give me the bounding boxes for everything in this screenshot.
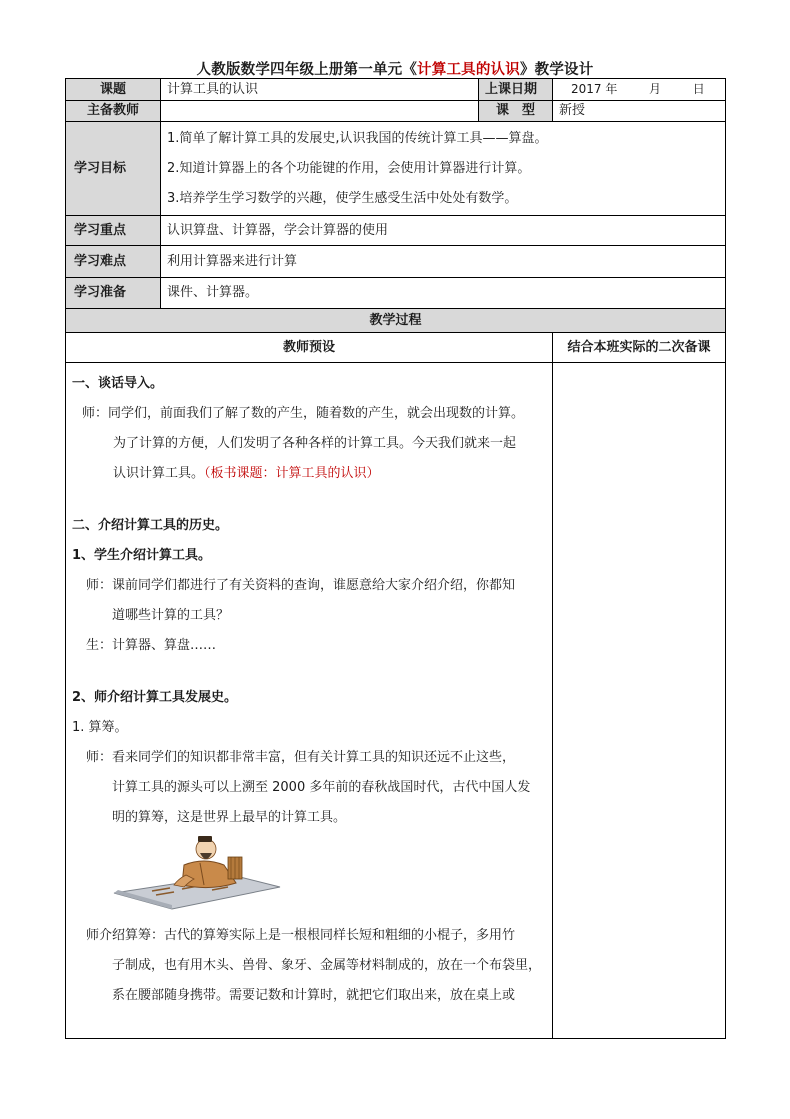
secondary-notes-cell — [553, 363, 726, 1039]
row-topic — [66, 79, 726, 101]
counting-rods-illustration — [112, 835, 282, 910]
teacher-column-header: 教师预设 — [66, 333, 553, 363]
paragraph-line: 子制成，也有用木头、兽骨、象牙、金属等材料制成的，放在一个布袋里， — [112, 957, 542, 973]
type-value: 新授 — [553, 101, 726, 122]
title-highlight: 计算工具的认识 — [417, 62, 520, 78]
goal-item: 2.知道计算器上的各个功能键的作用，会使用计算器进行计算。 — [167, 160, 531, 176]
section-heading: 一、谈话导入。 — [72, 376, 164, 391]
paragraph-line: 师：同学们，前面我们了解了数的产生，随着数的产生，就会出现数的计算。 — [82, 406, 525, 421]
topic-value: 计算工具的认识 — [161, 79, 479, 101]
process-label: 教学过程 — [66, 309, 726, 333]
paragraph-text: 认识计算工具。 — [113, 466, 205, 481]
date-label: 上课日期 — [479, 79, 553, 101]
key-point-label: 学习重点 — [66, 216, 161, 246]
paragraph-line: 系在腰部随身携带。需要记数和计算时，就把它们取出来，放在桌上或 — [112, 987, 516, 1003]
subsection-heading: 1、学生介绍计算工具。 — [72, 548, 212, 563]
goal-item: 3.培养学生学习数学的兴趣，使学生感受生活中处处有数学。 — [167, 190, 518, 206]
paragraph-line: 师：看来同学们的知识都非常丰富，但有关计算工具的知识还远不止这些， — [86, 750, 516, 765]
goals-label: 学习目标 — [66, 122, 161, 216]
title-suffix: 》教学设计 — [519, 62, 594, 78]
subsection-heading: 2、师介绍计算工具发展史。 — [72, 690, 238, 705]
paragraph-line — [72, 459, 546, 489]
paragraph-line: 师：课前同学们都进行了有关资料的查询，谁愿意给大家介绍介绍，你都知 — [86, 578, 516, 593]
row-content — [66, 363, 726, 1039]
difficulty-value: 利用计算器来进行计算 — [161, 246, 726, 278]
lesson-plan-table — [65, 78, 726, 1039]
row-preparation — [66, 278, 726, 309]
row-process — [66, 309, 726, 333]
key-point-value: 认识算盘、计算器，学会计算器的使用 — [161, 216, 726, 246]
date-day-unit: 日 — [692, 82, 705, 97]
difficulty-label: 学习难点 — [66, 246, 161, 278]
paragraph-line: 道哪些计算的工具？ — [112, 608, 230, 623]
paragraph-line: 为了计算的方便，人们发明了各种各样的计算工具。今天我们就来一起 — [113, 436, 517, 451]
preparation-value: 课件、计算器。 — [161, 278, 726, 309]
row-key-point — [66, 216, 726, 246]
teacher-label: 主备教师 — [66, 101, 161, 122]
row-teacher — [66, 101, 726, 122]
date-value — [553, 79, 726, 101]
preparation-label: 学习准备 — [66, 278, 161, 309]
goals-list — [161, 122, 726, 216]
list-item: 1. 算筹。 — [72, 720, 128, 735]
row-goals — [66, 122, 726, 216]
type-label: 课 型 — [479, 101, 553, 122]
document-title — [0, 58, 790, 79]
teacher-plan-content — [66, 363, 553, 1039]
section-heading: 二、介绍计算工具的历史。 — [72, 518, 229, 533]
goal-item: 1.简单了解计算工具的发展史,认识我国的传统计算工具——算盘。 — [167, 130, 548, 146]
board-topic-note: （板书课题：计算工具的认识） — [204, 466, 380, 481]
date-month-unit: 月 — [649, 82, 662, 97]
date-year: 2017 — [571, 82, 602, 97]
paragraph-line: 明的算筹，这是世界上最早的计算工具。 — [112, 810, 347, 825]
paragraph-line: 师介绍算筹：古代的算筹实际上是一根根同样长短和粗细的小棍子，多用竹 — [86, 927, 516, 943]
row-columns — [66, 333, 726, 363]
teacher-value — [161, 101, 479, 122]
title-prefix: 人教版数学四年级上册第一单元《 — [196, 62, 418, 78]
date-year-unit: 年 — [605, 82, 618, 97]
notes-column-header: 结合本班实际的二次备课 — [553, 333, 726, 363]
paragraph-line: 计算工具的源头可以上溯至 2000 多年前的春秋战国时代，古代中国人发 — [112, 780, 531, 795]
topic-label: 课题 — [66, 79, 161, 101]
row-difficulty — [66, 246, 726, 278]
paragraph-line: 生：计算器、算盘…… — [86, 638, 217, 653]
